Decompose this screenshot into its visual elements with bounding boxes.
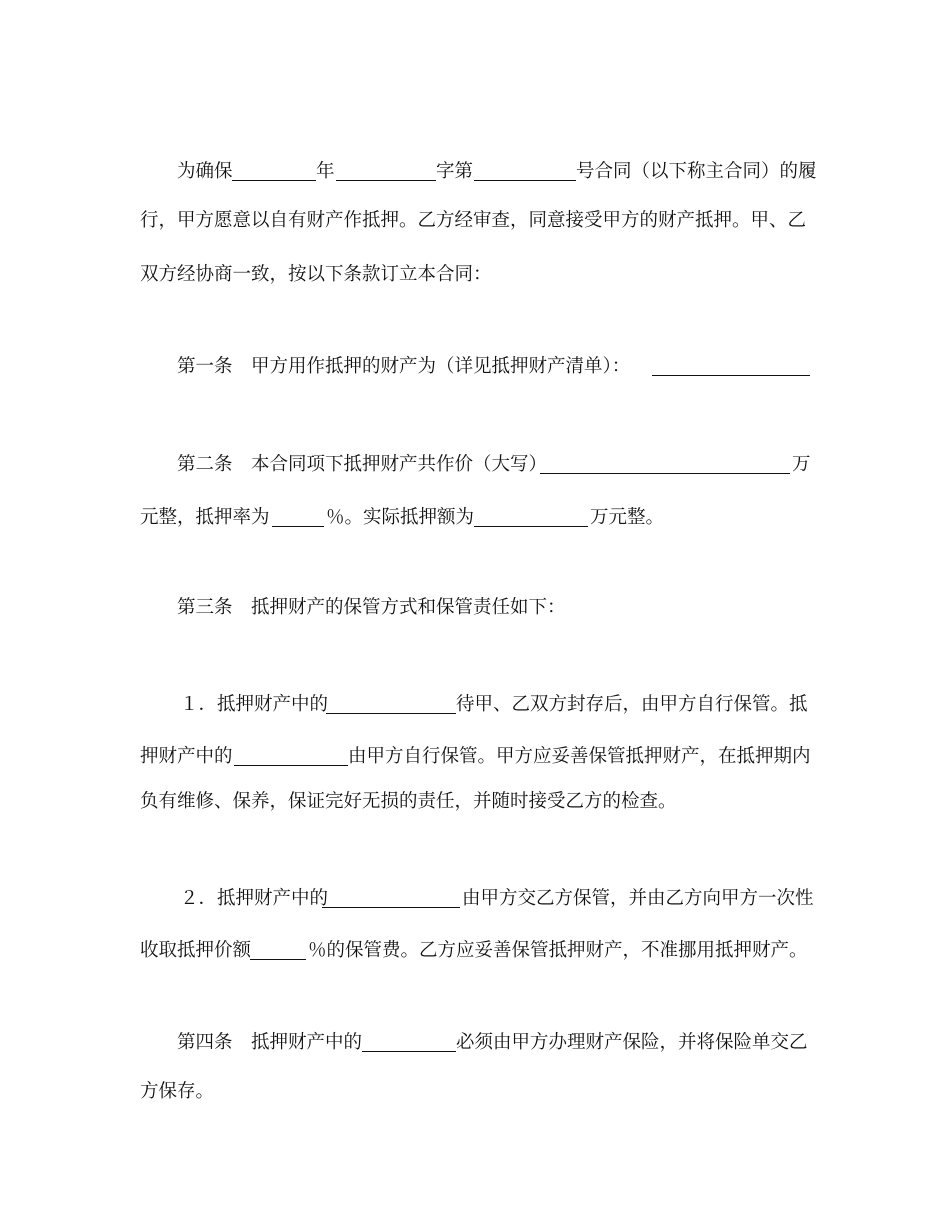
article-2-text-c: 元整，抵押率为	[140, 507, 270, 528]
item-1-text-c: 押财产中的	[140, 746, 233, 767]
blank-valuation-amount[interactable]	[540, 473, 790, 474]
item-1-line-3	[140, 790, 677, 814]
article-2-text-a: 第二条 本合同项下抵押财产共作价（大写）	[177, 454, 548, 475]
blank-contract-number[interactable]	[474, 180, 576, 181]
blank-year[interactable]	[232, 180, 316, 181]
preamble-text-3: 双方经协商一致，按以下条款订立本合同：	[140, 264, 492, 285]
item-1-text-a: １．抵押财产中的	[180, 694, 329, 715]
preamble-line-2	[140, 209, 806, 233]
item-2-line-2	[140, 939, 808, 963]
item-1-text-e: 负有维修、保养，保证完好无损的责任，并随时接受乙方的检查。	[140, 791, 677, 812]
article-4-line-2	[140, 1080, 214, 1104]
preamble-text-c: 字第	[436, 161, 474, 182]
blank-party-b-kept-property[interactable]	[322, 907, 460, 908]
item-1-text-b: 待甲、乙双方封存后，由甲方自行保管。抵	[456, 694, 808, 715]
item-2-text-a: ２．抵押财产中的	[180, 888, 329, 909]
preamble-line-3	[140, 263, 492, 287]
article-4-text-b: 必须由甲方办理财产保险，并将保险单交乙	[456, 1032, 808, 1053]
article-2-text-e: 万元整。	[590, 507, 665, 528]
blank-self-kept-property[interactable]	[234, 765, 348, 766]
article-1-text: 第一条 甲方用作抵押的财产为（详见抵押财产清单）：	[177, 356, 631, 377]
preamble-text-a: 为确保	[177, 161, 233, 182]
preamble-text-2: 行，甲方愿意以自有财产作抵押。乙方经审查，同意接受甲方的财产抵押。甲、乙	[140, 210, 807, 231]
blank-mortgage-rate[interactable]	[272, 526, 324, 527]
article-3-text: 第三条 抵押财产的保管方式和保管责任如下：	[177, 597, 566, 618]
item-1-line-2	[140, 745, 811, 769]
article-2-text-b: 万	[792, 454, 811, 475]
blank-actual-amount[interactable]	[474, 526, 588, 527]
item-2-text-c: 收取抵押价额	[140, 940, 252, 961]
blank-word[interactable]	[336, 180, 436, 181]
article-2-line-2	[140, 506, 665, 530]
blank-custody-fee-rate[interactable]	[250, 959, 306, 960]
article-2-text-d: ％。实际抵押额为	[326, 507, 475, 528]
article-4-text-c: 方保存。	[140, 1081, 215, 1102]
article-4-text-a: 第四条 抵押财产中的	[177, 1032, 363, 1053]
preamble-text-b: 年	[316, 161, 335, 182]
blank-insured-property[interactable]	[362, 1051, 456, 1052]
item-1-text-d: 由甲方自行保管。甲方应妥善保管抵押财产，在抵押期内	[348, 746, 811, 767]
preamble-text-d: 号合同（以下称主合同）的履	[576, 161, 817, 182]
blank-sealed-property[interactable]	[326, 713, 456, 714]
item-2-text-b: 由甲方交乙方保管，并由乙方向甲方一次性	[462, 888, 814, 909]
blank-mortgaged-property[interactable]	[652, 375, 810, 376]
item-2-text-d: ％的保管费。乙方应妥善保管抵押财产，不准挪用抵押财产。	[308, 940, 808, 961]
